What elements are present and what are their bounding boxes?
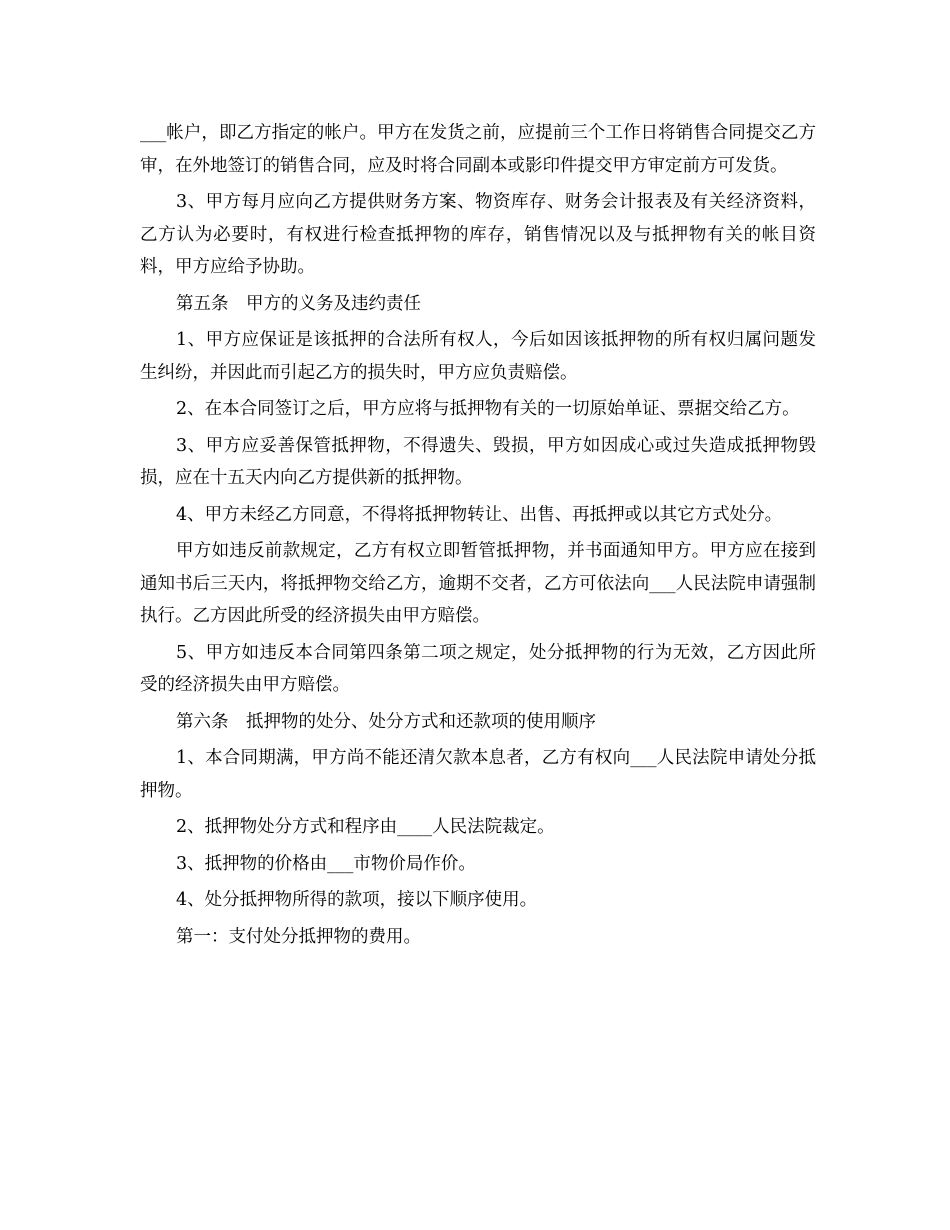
paragraph-ownership-guarantee: 1、甲方应保证是该抵押的合法所有权人，今后如因该抵押物的所有权归属问题发生纠纷，并因此而引起乙方的损失时，甲方应负责赔偿。: [140, 330, 816, 383]
paragraph-price-valuation: 3、抵押物的价格由___市物价局作价。: [176, 853, 476, 874]
paragraph-account-clause: ___帐户，即乙方指定的帐户。甲方在发货之前，应提前三个工作日将销售合同提交乙方审，在外地签订的销售合同，应及时将合同副本或影印件提交甲方审定前方可发货。: [140, 123, 816, 176]
paragraph-no-transfer: 4、甲方未经乙方同意，不得将抵押物转让、出售、再抵押或以其它方式处分。: [176, 504, 783, 525]
paragraph-original-documents: 2、在本合同签订之后，甲方应将与抵押物有关的一切原始单证、票据交给乙方。: [176, 399, 800, 419]
paragraph-financial-reports: 3、甲方每月应向乙方提供财务方案、物资库存、财务会计报表及有关经济资料，乙方认为必要时，有权进行检查抵押物的库存，销售情况以及与抵押物有关的帐目资料，甲方应给予协助。: [140, 192, 816, 277]
article-6-heading: 第六条 抵押物的处分、处分方式和还款项的使用顺序: [176, 711, 596, 732]
article-5-heading: 第五条 甲方的义务及违约责任: [176, 293, 421, 314]
paragraph-safekeeping: 3、甲方应妥善保管抵押物，不得遗失、毁损，甲方如因成心或过失造成抵押物毁损，应在十五天内向乙方提供新的抵押物。: [140, 435, 816, 488]
paragraph-proceeds-order: 4、处分抵押物所得的款项，接以下顺序使用。: [176, 890, 538, 910]
document-body: [140, 117, 816, 957]
paragraph-court-application: 1、本合同期满，甲方尚不能还清欠款本息者，乙方有权向___人民法院申请处分抵押物。: [140, 748, 816, 801]
paragraph-violation-custody: 甲方如违反前款规定，乙方有权立即暂管抵押物，并书面通知甲方。甲方应在接到通知书后三天内，将抵押物交给乙方，逾期不交者，乙方可依法向___人民法院申请强制执行。乙方因此所受的经济损失由甲方赔偿。: [140, 541, 816, 626]
paragraph-invalid-disposal: 5、甲方如违反本合同第四条第二项之规定，处分抵押物的行为无效，乙方因此所受的经济损失由甲方赔偿。: [140, 642, 816, 695]
paragraph-disposal-procedure: 2、抵押物处分方式和程序由____人民法院裁定。: [176, 817, 555, 837]
paragraph-first-priority: 第一：支付处分抵押物的费用。: [176, 926, 421, 947]
